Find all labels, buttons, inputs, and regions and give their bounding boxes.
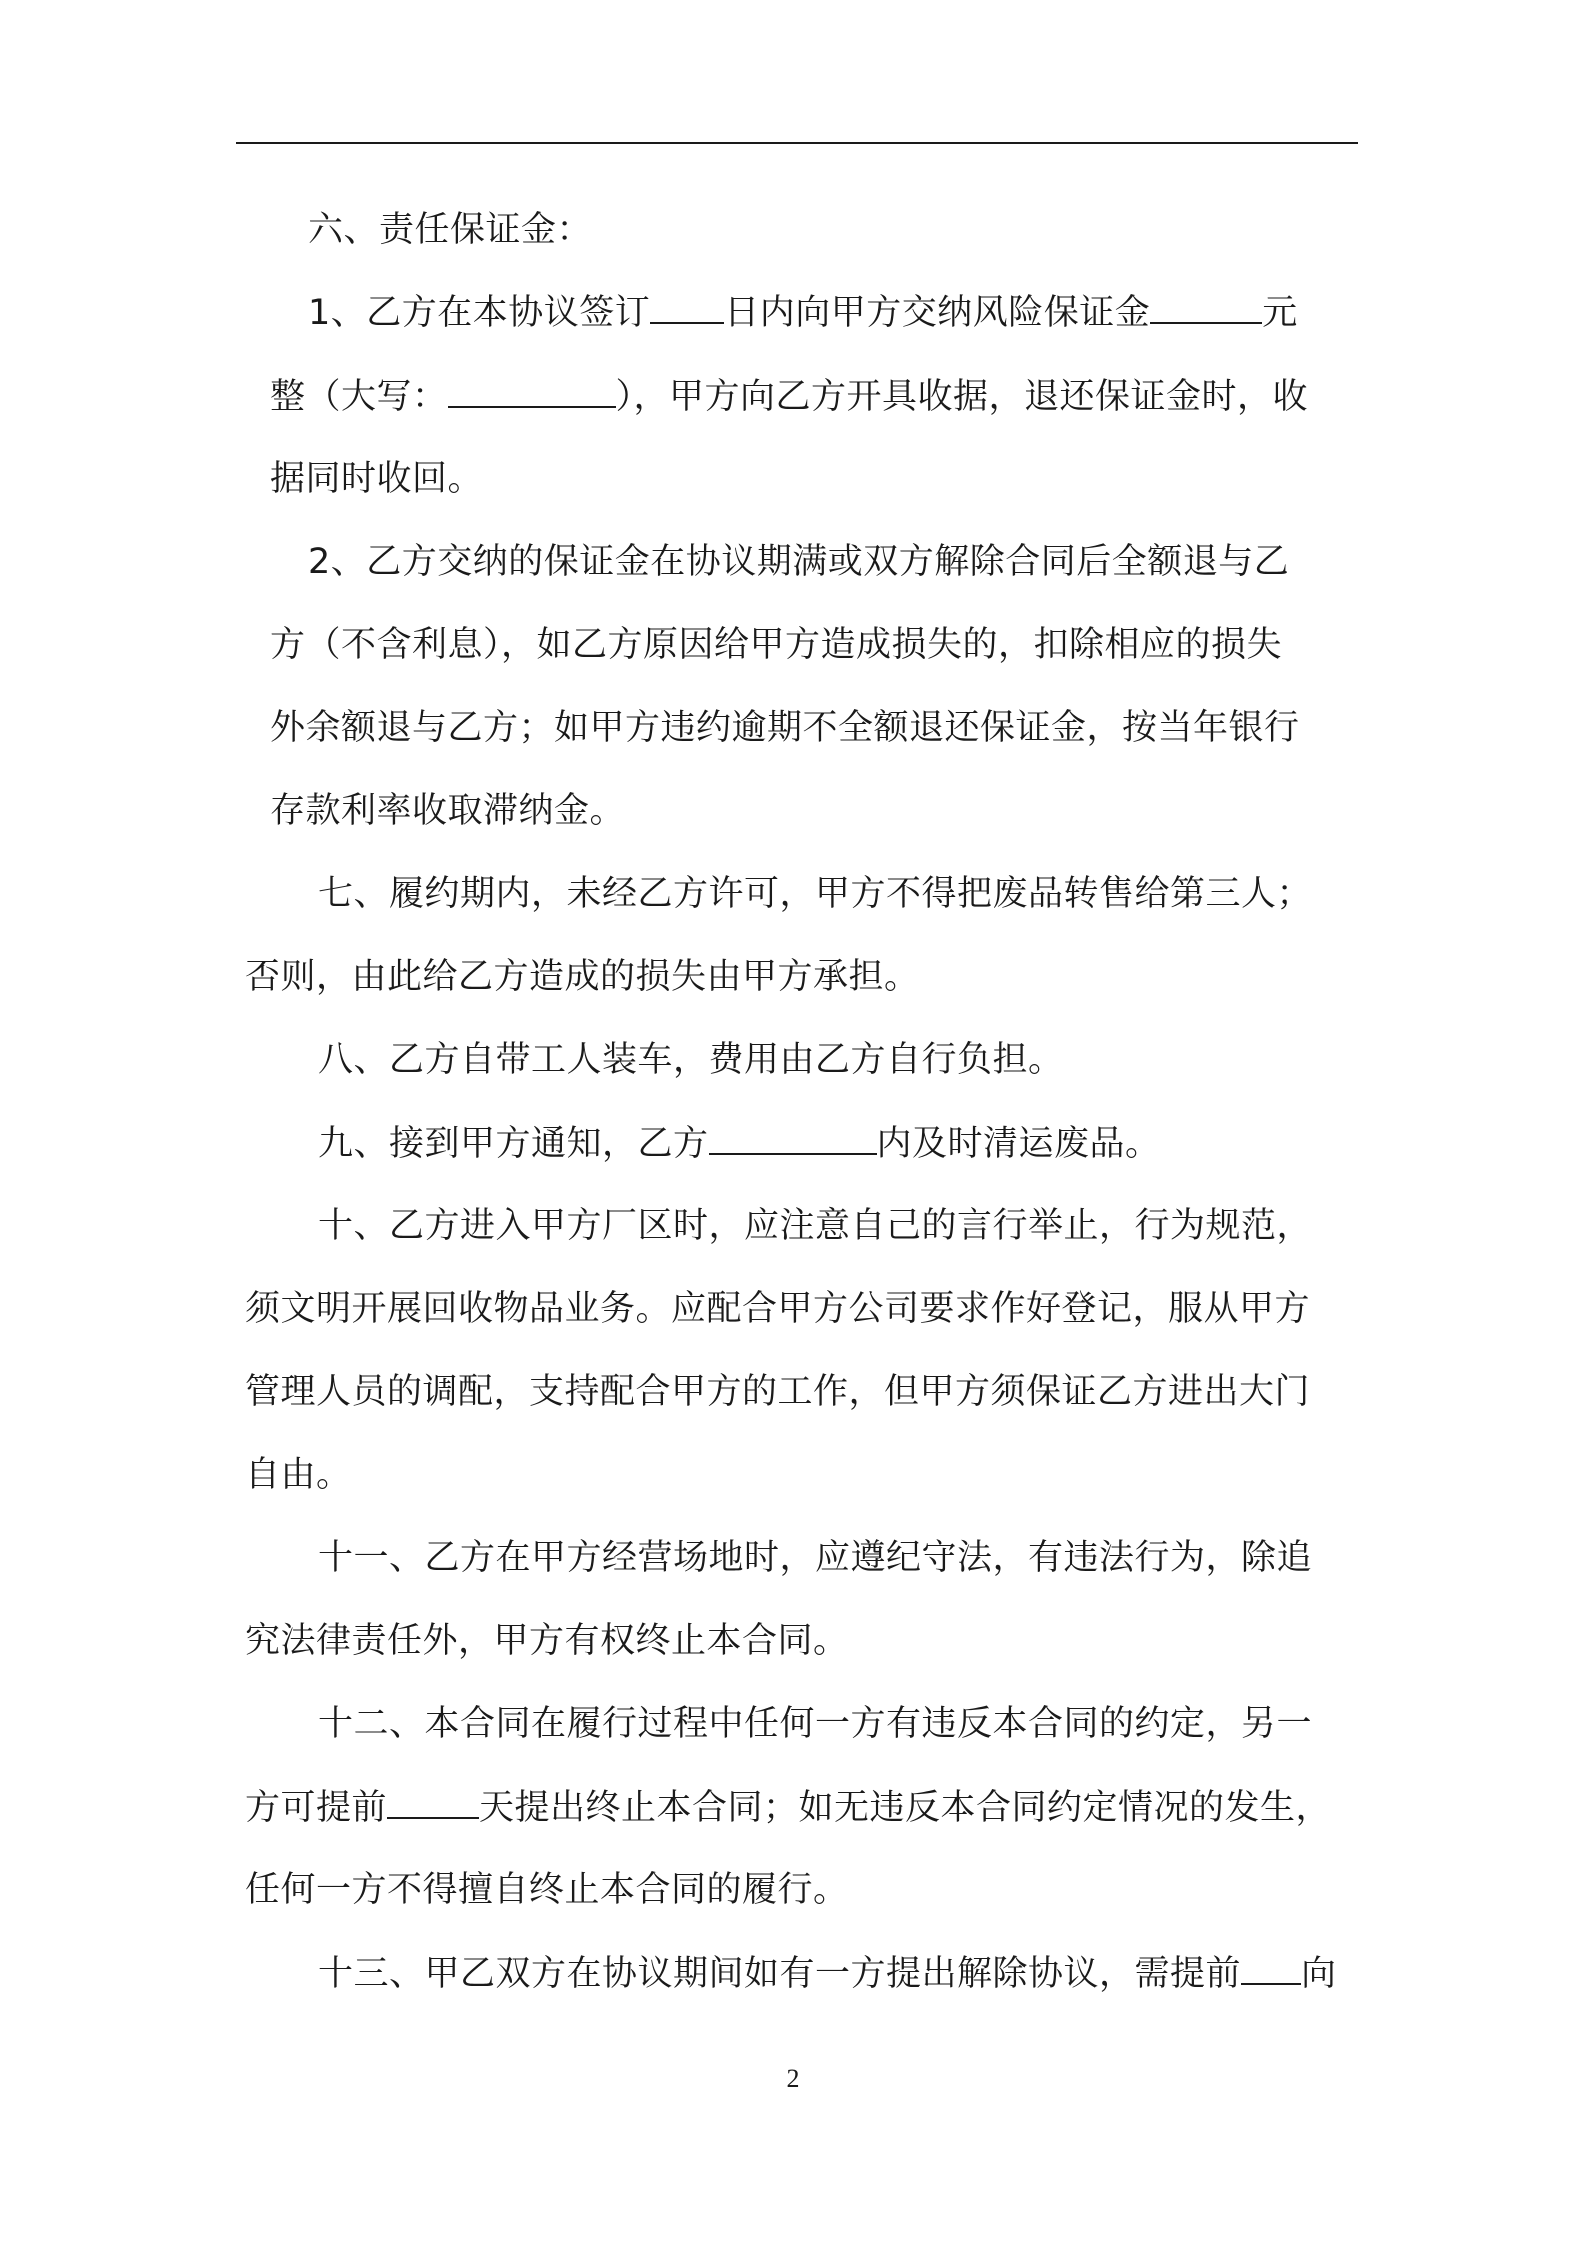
section-6-item-2-line-3 (270, 704, 1300, 752)
section-6-title (308, 206, 592, 254)
page-number: 2 (786, 2064, 800, 2093)
blank-deposit-amount-field[interactable] (1150, 288, 1262, 324)
text: 究法律责任外，甲方有权终止本合同。 (245, 1621, 849, 1661)
text: 九、接到甲方通知，乙方 (318, 1124, 709, 1164)
section-7-line-2 (245, 953, 920, 1001)
text: 十一、乙方在甲方经营场地时，应遵纪守法，有违法行为，除追 (318, 1538, 1313, 1578)
text: 自由。 (245, 1455, 352, 1495)
text: 向 (1301, 1954, 1337, 1994)
section-8 (318, 1036, 1064, 1084)
text: ），甲方向乙方开具收据，退还保证金时，收 (615, 377, 1309, 417)
section-6-item-1-line-2 (270, 372, 1308, 421)
section-6-item-2-line-2 (270, 621, 1282, 669)
section-10-line-4 (245, 1451, 352, 1499)
text: 八、乙方自带工人装车，费用由乙方自行负担。 (318, 1040, 1064, 1080)
section-7-line-1 (318, 870, 1312, 918)
section-9 (318, 1119, 1161, 1168)
text: 2、乙方交纳的保证金在协议期满或双方解除合同后全额退与乙 (308, 542, 1290, 582)
text: 七、履约期内，未经乙方许可，甲方不得把废品转售给第三人； (318, 874, 1313, 914)
blank-deposit-amount-words-field[interactable] (448, 372, 616, 408)
section-11-line-2 (245, 1617, 849, 1665)
header-rule (236, 142, 1358, 144)
text: 内及时清运废品。 (876, 1124, 1161, 1164)
text: 管理人员的调配，支持配合甲方的工作，但甲方须保证乙方进出大门 (245, 1372, 1311, 1412)
section-11-line-1 (318, 1534, 1312, 1582)
section-10-line-1 (318, 1202, 1312, 1250)
section-10-line-2 (245, 1285, 1310, 1333)
text: 十二、本合同在履行过程中任何一方有违反本合同的约定，另一 (318, 1704, 1313, 1744)
section-10-line-3 (245, 1368, 1310, 1416)
text: 十、乙方进入甲方厂区时，应注意自己的言行举止，行为规范， (318, 1206, 1313, 1246)
section-12-line-2 (245, 1783, 1331, 1832)
text: 日内向甲方交纳风险保证金 (724, 293, 1151, 333)
text: 1、乙方在本协议签订 (308, 293, 651, 333)
text: 整（大写： (270, 377, 448, 417)
text: 十三、甲乙双方在协议期间如有一方提出解除协议，需提前 (318, 1954, 1242, 1994)
blank-days-field[interactable] (650, 288, 724, 324)
section-13-line-1 (318, 1949, 1337, 1998)
section-6-item-1-line-1 (308, 288, 1298, 337)
text: 六、责任保证金： (308, 210, 593, 250)
text: 方（不含利息），如乙方原因给甲方造成损失的，扣除相应的损失 (270, 625, 1283, 665)
section-6-item-2-line-4 (270, 787, 625, 835)
section-6-item-1-line-3 (270, 455, 483, 503)
section-12-line-1 (318, 1700, 1312, 1748)
blank-notice-days-field[interactable] (387, 1783, 479, 1819)
section-12-line-3 (245, 1866, 849, 1914)
section-6-item-2-line-1 (308, 538, 1289, 586)
text: 存款利率收取滞纳金。 (270, 791, 626, 831)
blank-cleanup-time-field[interactable] (709, 1119, 877, 1155)
text: 方可提前 (245, 1788, 388, 1828)
text: 任何一方不得擅自终止本合同的履行。 (245, 1870, 849, 1910)
blank-termination-notice-field[interactable] (1241, 1949, 1301, 1985)
text: 否则，由此给乙方造成的损失由甲方承担。 (245, 957, 920, 997)
text: 天提出终止本合同；如无违反本合同约定情况的发生， (479, 1788, 1332, 1828)
text: 据同时收回。 (270, 459, 484, 499)
text: 元 (1262, 293, 1298, 333)
text: 外余额退与乙方；如甲方违约逾期不全额退还保证金，按当年银行 (270, 708, 1300, 748)
text: 须文明开展回收物品业务。应配合甲方公司要求作好登记，服从甲方 (245, 1289, 1311, 1329)
